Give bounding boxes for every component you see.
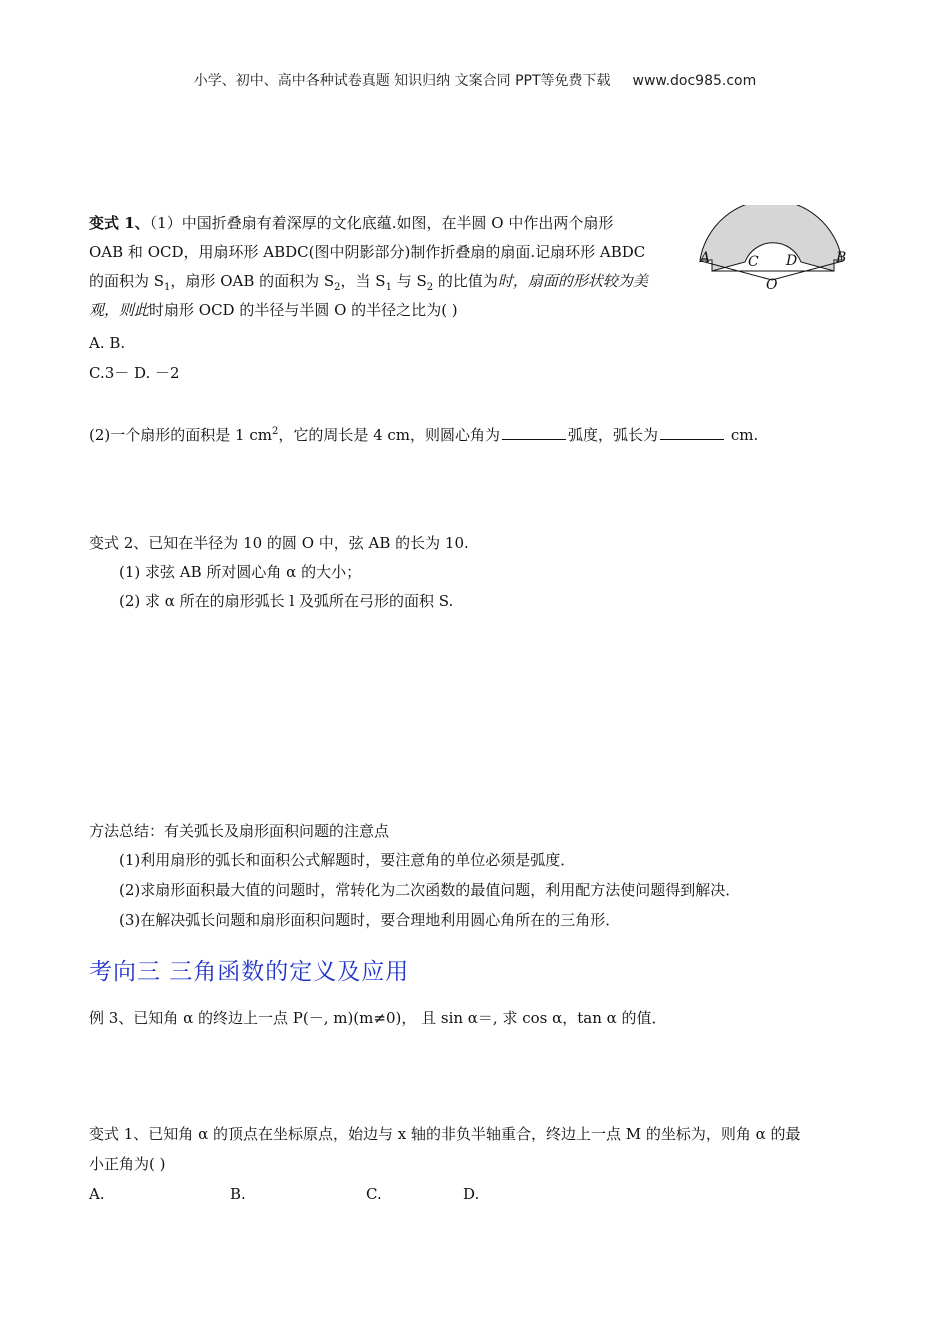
var1-q1-line1: （1）中国折叠扇有着深厚的文化底蕴.如图，在半圆 O 中作出两个扇形 [149, 214, 614, 232]
var3-option-a: A. [89, 1185, 105, 1203]
var1-line4 [89, 301, 458, 319]
var1-line4-a: 观，则此 [89, 301, 150, 319]
label-d: D [786, 253, 798, 269]
var1-line3: 的面积为 $S_1$，扇形 OAB 的面积为 $S_2$，当 $S_1$ 与 $S_2$ 的比值为时，扇面的形状较为美 [89, 272, 648, 293]
method-title: 方法总结：有关弧长及扇形面积问题的注意点 [89, 822, 390, 840]
page-header [0, 70, 950, 90]
var1-line2: OAB 和 OCD，用扇环形 ABDC(图中阴影部分)制作折叠扇的扇面.记扇环形 ABDC [89, 243, 646, 261]
label-a: A [700, 250, 711, 266]
var1-option-cd: C.3－ D. －2 [89, 364, 180, 382]
var1-q2-a: (2)一个扇形的面积是 1 cm [89, 426, 272, 444]
method-p1: (1)利用扇形的弧长和面积公式解题时，要注意角的单位必须是弧度． [119, 851, 576, 869]
var3-option-c: C. [366, 1185, 382, 1203]
var1-line4-b: 时扇形 OCD 的半径与半圆 O 的半径之比为( ) [149, 301, 458, 319]
header-text: 小学、初中、高中各种试卷真题 知识归纳 文案合同 PPT等免费下载 [193, 73, 611, 89]
var1-q2-b: ，它的周长是 4 cm，则圆心角为 [278, 426, 501, 444]
var1-q2-c: 弧度，弧长为 [568, 426, 659, 444]
var2-line2: (1) 求弦 AB 所对圆心角 α 的大小； [119, 563, 362, 581]
var1-q2-sup: 2 [271, 426, 279, 437]
var1-line3-b: ，扇形 OAB 的面积为 S [170, 272, 335, 290]
var3-option-b: B. [230, 1185, 246, 1203]
fan-shaded-ring [700, 205, 842, 271]
var1-line3-a: 的面积为 S [89, 272, 165, 290]
answer-blank-arc[interactable] [660, 425, 724, 440]
var1-label: 变式 1、 [89, 214, 150, 232]
label-b: B [836, 250, 847, 266]
var2-line1: 变式 2、已知在半径为 10 的圆 O 中，弦 AB 的长为 10. [89, 534, 469, 552]
method-p2: (2)求扇形面积最大值的问题时，常转化为二次函数的最值问题，利用配方法使问题得到解决． [119, 881, 741, 899]
var1-line3-e: 的比值为 [433, 272, 498, 290]
var3-line1: 变式 1、已知角 α 的顶点在坐标原点，始边与 x 轴的非负半轴重合，终边上一点 M 的坐标为，则角 α 的最 [89, 1125, 801, 1143]
var1-q2 [89, 425, 758, 444]
var1-line3-c: ，当 S [340, 272, 386, 290]
label-c: C [748, 254, 759, 270]
answer-blank-angle[interactable] [502, 425, 566, 440]
var3-line2: 小正角为( ) [89, 1155, 166, 1173]
header-site: www.doc985.com [632, 73, 757, 89]
example3: 例 3、已知角 α 的终边上一点 P(－, m)(m≠0)， 且 sin α＝, 求 cos α，tan α 的值． [89, 1009, 667, 1027]
var1-line3-d: 与 S [391, 272, 427, 290]
label-o: O [766, 277, 778, 293]
var1-line1 [89, 214, 613, 232]
fan-figure [698, 205, 858, 297]
var1-option-ab: A. B. [89, 334, 126, 352]
method-p3: (3)在解决弧长问题和扇形面积问题时，要合理地利用圆心角所在的三角形． [119, 911, 621, 929]
var1-q2-d: cm. [726, 426, 759, 444]
var3-option-d: D. [463, 1185, 480, 1203]
var2-line3: (2) 求 α 所在的扇形弧长 l 及弧所在弓形的面积 S. [119, 592, 454, 610]
section-heading: 考向三 三角函数的定义及应用 [89, 959, 410, 985]
var1-line3-f: 时，扇面的形状较为美 [497, 272, 648, 290]
